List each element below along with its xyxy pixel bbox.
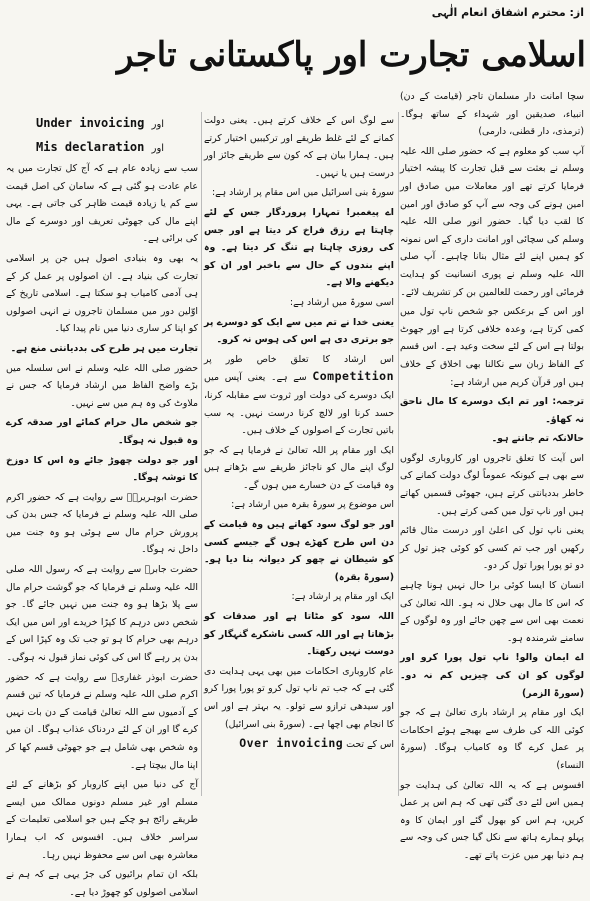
paragraph: جو شخص مال حرام کمائے اور صدقہ کرے وہ قبول نہ ہوگا۔: [6, 417, 198, 446]
paragraph: اس موضوع پر سورۃ بقرہ میں ارشاد ہے:: [231, 499, 394, 511]
paragraph: تجارت میں ہر طرح کی بددیانتی منع ہے۔: [10, 342, 198, 354]
column-divider: [398, 112, 399, 796]
conjunction: اور: [151, 119, 165, 130]
article-column-middle: [204, 112, 394, 796]
paragraph: سچا امانت دار مسلمان تاجر (قیامت کے دن) انبیاء، صدیقین اور شہداء کے ساتھ ہوگا۔ (ترمذی، دار قطنی، دارمی): [400, 91, 584, 138]
paragraph: انسان کا ایسا کوئی برا حال نہیں ہونا چاہیے کہ اس کا مال بھی حلال نہ ہو۔ اللہ تعالیٰ کی نعمت بھی اس سے چھن جائے اور وہ لوگوں کے سامنے شرمندہ ہو۔: [400, 580, 584, 644]
page-title: اسلامی تجارت اور پاکستانی تاجر: [117, 35, 586, 75]
paragraph: سورۃ بنی اسرائیل میں اس مقام پر ارشاد ہے:: [212, 187, 394, 199]
paragraph: اس کے تحت Over invoicing: [239, 736, 394, 751]
author-byline: از: محترم اشفاق انعام الٰہی: [431, 6, 584, 19]
conjunction: اور: [151, 143, 165, 154]
paragraph: یہ بھی وہ بنیادی اصول ہیں جن پر اسلامی تجارت کی بنیاد ہے۔ ان اصولوں پر عمل کر کے ہی آدمی کامیاب ہو سکتا ہے۔ اسلامی تاریخ کے اوّلین دور میں مسلمان تاجروں نے انہی اصولوں کو اپنا کر ساری دنیا میں نام پیدا کیا۔: [6, 252, 198, 335]
quote-paragraph: اور جو لوگ سود کھاتے ہیں وہ قیامت کے دن اس طرح کھڑے ہوں گے جیسے کسی کو شیطان نے چھو کر دیوانہ بنا دیا ہو۔ (سورۃ بقرہ): [204, 519, 394, 583]
quote-paragraph: اے پیغمبر! تمہارا پروردگار جس کے لئے چاہتا ہے رزق فراخ کر دیتا ہے اور جس کی روزی چاہتا ہے تنگ کر دیتا ہے۔ وہ اپنے بندوں کے حال سے باخبر اور ان کو دیکھنے والا ہے۔: [204, 206, 394, 289]
paragraph: اور اس کے برعکس جو شخص ناپ تول میں کمی کرتا ہے، وعدہ خلافی کرتا ہے اور جھوٹ بولتا ہے اس کے لئے سخت وعید ہے۔ اس قسم کے الفاظ زبان سے نکالنا بھی اخلاق کے خلاف ہیں اور قرآن کریم میں ارشاد ہے:: [400, 306, 584, 388]
paragraph: اس آیت کا تعلق تاجروں اور کاروباری لوگوں سے بھی ہے کیونکہ عموماً لوگ دولت کمانے کی خاطر بددیانتی کرتے ہیں، جھوٹی قسمیں کھاتے ہیں اور ناپ تول میں کمی کرتے ہیں۔: [400, 452, 584, 517]
english-term: Competition: [312, 369, 394, 384]
quote-paragraph: حالانکہ تم جانتے ہو۔: [491, 433, 584, 445]
quote-paragraph: اللہ سود کو مٹاتا ہے اور صدقات کو بڑھاتا ہے اور اللہ کسی ناشکرے گنہگار کو دوست نہیں رکھتا۔: [204, 611, 394, 658]
paragraph: اسی سورۃ میں ارشاد ہے:: [289, 296, 394, 308]
article-column-right: [400, 88, 584, 861]
paragraph: افسوس ہے کہ یہ اللہ تعالیٰ کی ہدایت جو ہمیں اس لئے دی گئی تھی کہ ہم اس پر عمل کریں، ہم اس کو بھول گئے اور ایمان کا وہ پہلو ہمارے ہاتھ سے نکل گیا جس کی وجہ سے ہم دنیا بھر میں عزت پاتے تھے۔: [400, 779, 584, 861]
paragraph: ایک اور مقام پر ارشاد باری تعالیٰ ہے کہ جو کوئی اللہ کی طرف سے بھیجے ہوئے احکامات پر عمل کرے گا وہ کامیاب ہوگا۔ (سورۃ النساء): [400, 707, 584, 771]
paragraph: حضرت جابرؓ سے روایت ہے کہ رسول اللہ صلی اللہ علیہ وسلم نے فرمایا کہ جو گوشت حرام مال سے پلا بڑھا ہو وہ جنت میں نہیں جائے گا۔ جو شخص دس درہم کا کپڑا خریدے اور اس میں ایک درہم بھی حرام کا ہو تو جب تک وہ کپڑا اس کے بدن پر رہے گا اس کی کوئی نماز قبول نہ ہوگی۔: [6, 564, 198, 664]
paragraph: آج کی دنیا میں اپنے کاروبار کو بڑھانے کے لئے مسلم اور غیر مسلم دونوں ممالک میں ایسے طریقے رائج ہو چکے ہیں جو اسلامی تعلیمات کے سراسر خلاف ہیں۔ افسوس کہ اب ہمارا معاشرہ بھی اس سے محفوظ نہیں رہا۔: [6, 779, 198, 861]
quote-paragraph: یعنی خدا نے تم میں سے ایک کو دوسرے پر جو برتری دی ہے اس کی ہوس نہ کرو۔: [204, 316, 394, 346]
paragraph: حضرت ابوذر غفاریؓ سے روایت ہے کہ حضور اکرم صلی اللہ علیہ وسلم نے فرمایا کہ تین قسم کے آدمیوں سے اللہ تعالیٰ قیامت کے دن بات نہیں کرے گا اور ان کے لئے دردناک عذاب ہوگا۔ ان میں وہ شخص بھی شامل ہے جو جھوٹی قسم کھا کر اپنا مال بیچتا ہے۔: [6, 671, 198, 771]
paragraph: بلکہ ان تمام برائیوں کی جڑ یہی ہے کہ ہم نے اسلامی اصولوں کو چھوڑ دیا ہے۔: [6, 869, 198, 898]
paragraph: حضرت ابوہریرہؓ سے روایت ہے کہ حضور اکرم صلی اللہ علیہ وسلم نے فرمایا کہ جس بدن کی پرورش حرام مال سے ہوئی ہو وہ جنت میں داخل نہ ہوگا۔: [6, 491, 198, 556]
english-term: Over invoicing: [239, 736, 344, 751]
paragraph: ایک اور مقام پر اللہ تعالیٰ نے فرمایا ہے کہ جو لوگ اپنے مال کو ناجائز طریقے سے بڑھاتے ہیں وہ قیامت کے دن خسارے میں ہوں گے۔: [204, 444, 394, 491]
paragraph: آپ سب کو معلوم ہے کہ حضور صلی اللہ علیہ وسلم نے بعثت سے قبل تجارت کا پیشہ اختیار فرمایا کرتے تھے اور معاملات میں صادق اور امین ہونے کی وجہ سے آپ کو صادق اور امین کا لقب دیا گیا۔ حضور انور صلی اللہ علیہ وسلم کی سچائی اور امانت داری کے اس نمونہ کو ہمیں اپنے لئے مثال بنانا چاہیے۔ آپ صلی اللہ علیہ وسلم نے پوری انسانیت کو ہدایت فرمائی اور رحمت للعالمین بن کر تشریف لائے۔: [400, 145, 584, 298]
english-terms-heading: [6, 112, 198, 160]
paragraph: عام کاروباری احکامات میں بھی یہی ہدایت دی گئی ہے کہ جب تم ناپ تول کرو تو پورا پورا کرو اور سیدھی ترازو سے تولو۔ یہ بہتر ہے اور اس کا انجام بھی اچھا ہے۔ (سورۃ بنی اسرائیل): [204, 665, 394, 730]
english-term-mis-declaration: Mis declaration: [36, 140, 145, 154]
quote-paragraph: اے ایمان والو! ناپ تول پورا کرو اور لوگوں کو ان کی چیزیں کم نہ دو۔ (سورۃ الزمر): [400, 652, 584, 699]
paragraph: ایک اور مقام پر ارشاد ہے:: [291, 591, 394, 603]
paragraph: یعنی ناپ تول کی اعلیٰ اور درست مثال قائم رکھیں اور جب تم کسی کو کوئی چیز تول کر دو تو پورا پورا تول کر دو۔: [400, 525, 584, 572]
article-column-left: [6, 112, 198, 898]
paragraph: اس ارشاد کا تعلق خاص طور پر Competition سے ہے۔ یعنی آپس میں ایک دوسرے کی دولت اور ثروت سے مقابلہ کرنا، حسد کرنا اور لالچ کرنا درست نہیں۔ یہ سب باتیں تجارت کے اصولوں کے خلاف ہیں۔: [204, 353, 394, 437]
quote-paragraph: ترجمہ: اور تم ایک دوسرے کا مال ناحق نہ کھاؤ۔: [400, 396, 584, 425]
english-term-under-invoicing: Under invoicing: [36, 116, 145, 130]
paragraph: اور جو دولت چھوڑ جائے وہ اس کا دوزخ کا توشہ ہوگا۔: [6, 454, 198, 484]
paragraph: حضور صلی اللہ علیہ وسلم نے اس سلسلہ میں بڑے واضح الفاظ میں ارشاد فرمایا کہ جس نے ملاوٹ کی وہ ہم میں سے نہیں۔: [6, 362, 198, 409]
paragraph: سے لوگ اس کے خلاف کرتے ہیں۔ یعنی دولت کمانے کے لئے غلط طریقے اور ترکیبیں اختیار کرتے ہیں۔ ہمارا بیان ہے کہ کون سے طریقے جائز اور درست ہیں یا نہیں۔: [204, 115, 394, 179]
column-divider: [201, 112, 202, 796]
paragraph: سب سے زیادہ عام ہے کہ آج کل تجارت میں یہ عام عادت ہو گئی ہے کہ سامان کی اصل قیمت سے کم یا زیادہ قیمت ظاہر کی جاتی ہے۔ یہی اپنے مال کی جھوٹی تعریف اور دوسرے کے مال کی برائی ہے۔: [6, 163, 198, 245]
